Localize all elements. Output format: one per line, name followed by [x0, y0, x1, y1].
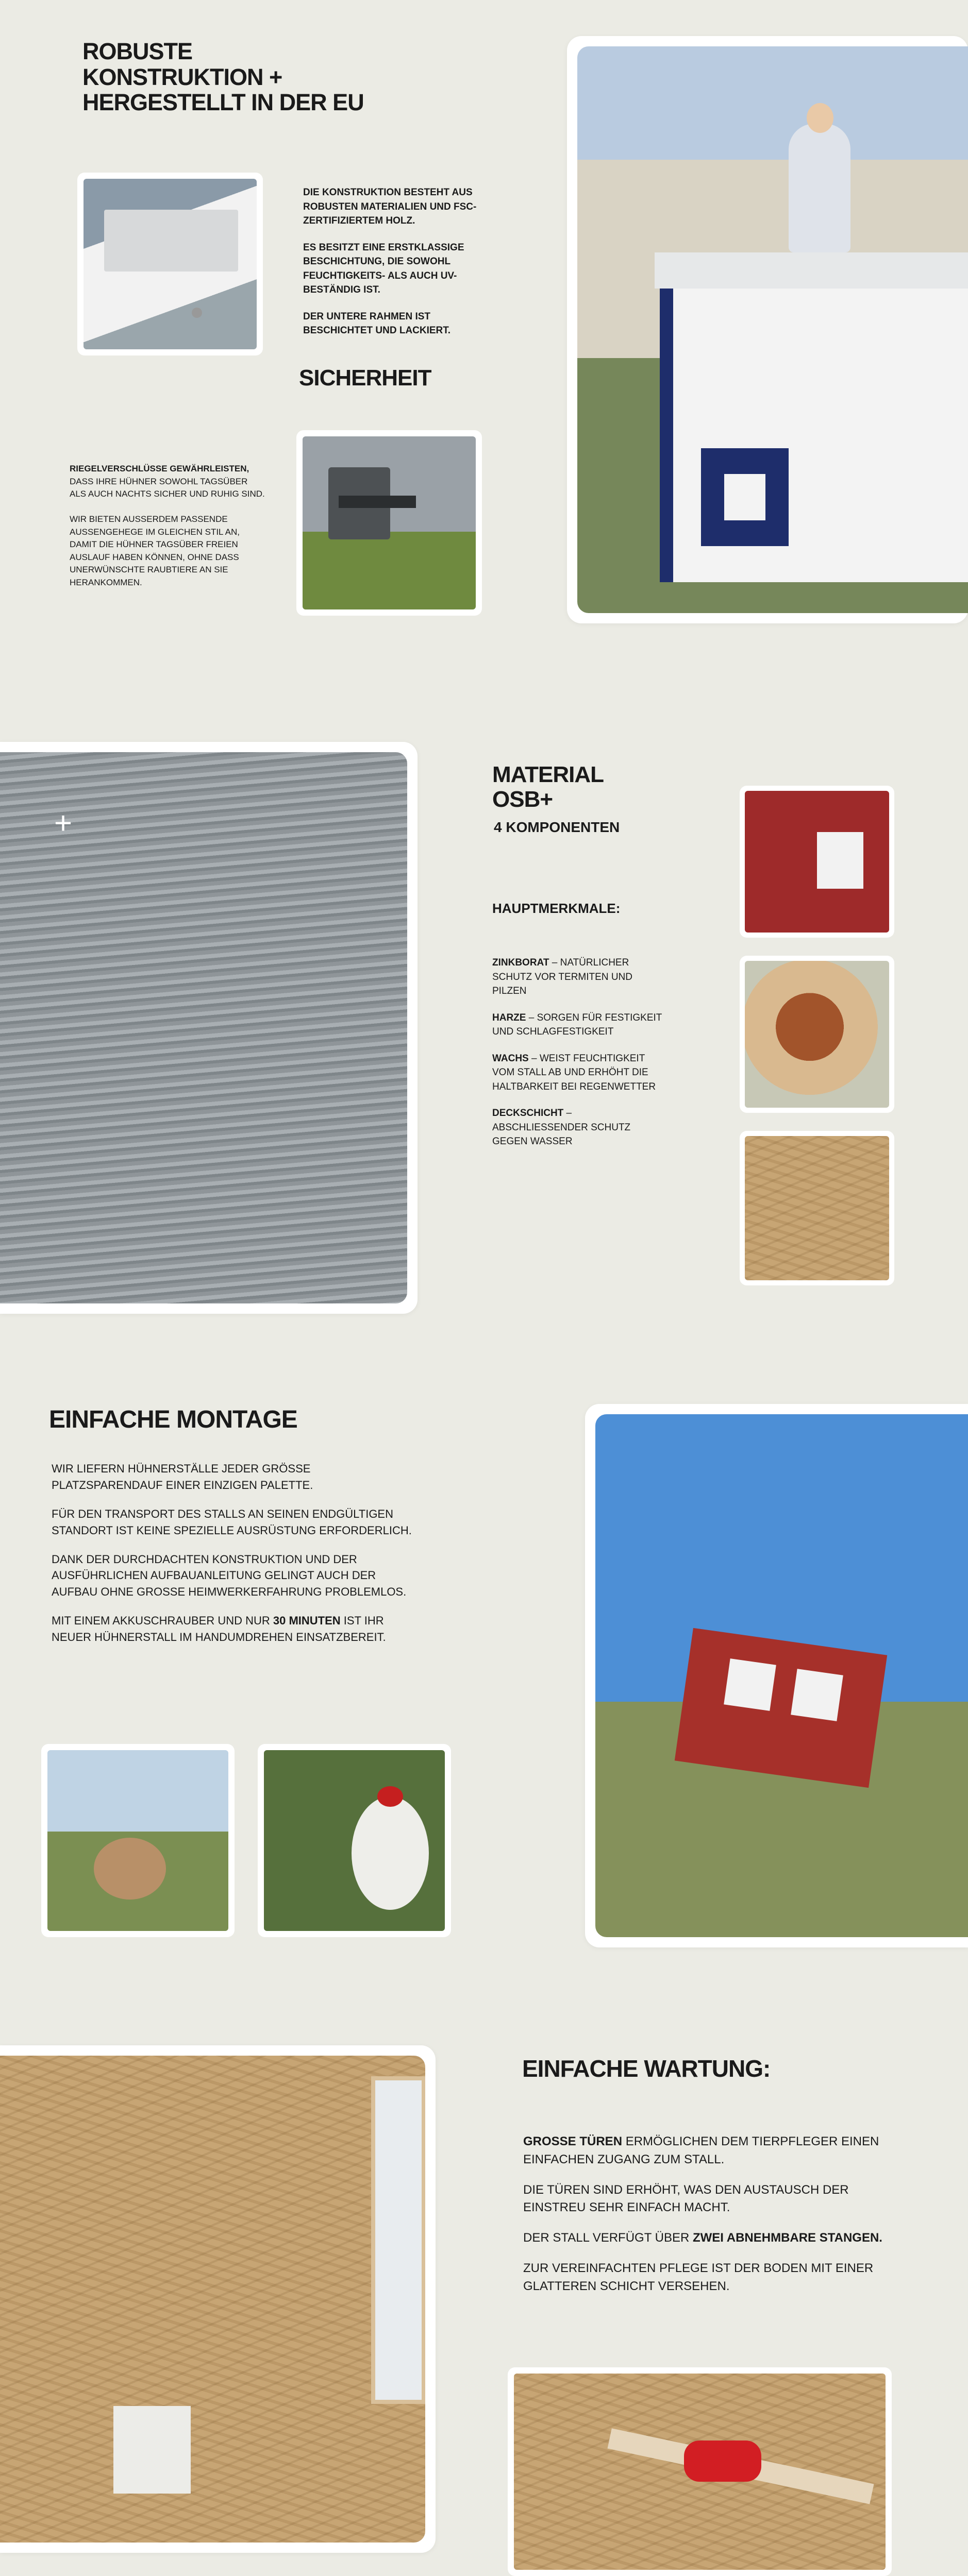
maintenance-paragraph	[523, 2133, 884, 2169]
assembly-photo-2	[264, 1750, 445, 1931]
title-line: OSB+	[492, 787, 553, 812]
latch-photo	[303, 436, 476, 609]
assembly-paragraph: DANK DER DURCHDACHTEN KONSTRUKTION UND DER AUSFÜHRLICHEN AUFBAUANLEITUNG GELINGT AUCH DER AUFBAU OHNE GROSSE HEIMWERKERFAHRUNG PROBLEMLOS.	[52, 1552, 407, 1599]
material-title	[492, 762, 604, 812]
material-photo-3-frame	[740, 1131, 894, 1285]
assembly-hero-photo	[595, 1414, 968, 1937]
feature-item	[492, 1011, 667, 1039]
interior-door	[113, 2406, 191, 2494]
coop-window-1	[724, 1658, 776, 1711]
assembly-span: IST IHR NEUER HÜHNERSTALL IM HANDUMDREHEN EINSATZBEREIT.	[52, 1614, 386, 1644]
assembly-photo-1-frame	[41, 1744, 235, 1937]
latch-photo-frame	[296, 430, 482, 616]
plus-icon: +	[54, 806, 73, 840]
assembly-photo-1	[47, 1750, 228, 1931]
feature-item	[492, 1052, 667, 1094]
material-subtitle: 4 KOMPONENTEN	[494, 819, 620, 835]
maintenance-bold: GROSSE TÜREN	[523, 2134, 623, 2148]
maintenance-paragraph: DIE TÜREN SIND ERHÖHT, WAS DEN AUSTAUSCH DER EINSTREU SEHR EINFACH MACHT.	[523, 2182, 849, 2215]
feature-text: – WEIST FEUCHTIGKEIT VOM STALL AB UND ERHÖHT DIE HALTBARKEIT BEI REGENWETTER	[492, 1053, 656, 1092]
title-line: ROBUSTE	[82, 38, 193, 64]
assembly-paragraph	[52, 1613, 412, 1646]
construction-title	[82, 39, 364, 115]
osb-texture-photo	[0, 752, 407, 1303]
person-figure	[789, 124, 850, 252]
maintenance-title: EINFACHE WARTUNG:	[522, 2055, 771, 2082]
assembly-title: EINFACHE MONTAGE	[49, 1406, 297, 1433]
interior-card	[0, 2045, 436, 2553]
feature-text: – SORGEN FÜR FESTIGKEIT UND SCHLAGFESTIGKEIT	[492, 1012, 662, 1038]
feature-bold: HARZE	[492, 1012, 526, 1023]
latch-bar	[339, 496, 416, 508]
interior-photo	[0, 2056, 425, 2543]
coop-opening	[817, 832, 863, 889]
coop-roof-photo-frame	[77, 173, 263, 355]
perch-photo-frame	[508, 2367, 892, 2576]
title-line: MATERIAL	[492, 762, 604, 787]
construction-paragraph: DIE KONSTRUKTION BESTEHT AUS ROBUSTEN MATERIALIEN UND FSC-ZERTIFIZIERTEM HOLZ.	[303, 187, 477, 227]
maintenance-paragraph: ZUR VEREINFACHTEN PFLEGE IST DER BODEN MIT EINER GLATTEREN SCHICHT VERSEHEN.	[523, 2261, 874, 2293]
assembly-paragraph: WIR LIEFERN HÜHNERSTÄLLE JEDER GRÖSSE PLATZSPARENDAUF EINER EINZIGEN PALETTE.	[52, 1462, 313, 1492]
assembly-paragraph: FÜR DEN TRANSPORT DES STALLS AN SEINEN ENDGÜLTIGEN STANDORT IST KEINE SPEZIELLE AUSRÜSTUNG ERFORDERLICH.	[52, 1507, 412, 1537]
coop-door-window	[724, 474, 765, 520]
maintenance-span: ERMÖGLICHEN DEM TIERPFLEGER EINEN EINFACHEN ZUGANG ZUM STALL.	[523, 2134, 879, 2166]
feature-bold: WACHS	[492, 1053, 529, 1064]
assembly-text	[52, 1461, 412, 1658]
chicken-shape	[94, 1838, 166, 1900]
feature-bold: DECKSCHICHT	[492, 1108, 564, 1119]
material-photo-1-frame	[740, 786, 894, 938]
glove-shape	[684, 2441, 761, 2482]
assembly-bold: 30 MINUTEN	[273, 1614, 341, 1628]
construction-paragraph: ES BESITZT EINE ERSTKLASSIGE BESCHICHTUNG, DIE SOWOHL FEUCHTIGKEITS- ALS AUCH UV-BESTÄNDIG IST.	[303, 242, 464, 296]
maintenance-text	[523, 2133, 884, 2308]
security-title: SICHERHEIT	[299, 365, 431, 391]
material-photo-3	[745, 1136, 889, 1280]
maintenance-bold: ZWEI ABNEHMBARE STANGEN.	[692, 2231, 882, 2245]
person-head	[807, 103, 833, 133]
comb-shape	[377, 1786, 403, 1807]
construction-text	[303, 185, 499, 350]
roof-panel	[104, 210, 238, 272]
osb-texture-card	[0, 742, 418, 1314]
perch-photo	[514, 2374, 886, 2570]
security-paragraph	[70, 463, 265, 501]
maintenance-paragraph	[523, 2229, 884, 2247]
security-paragraph: WIR BIETEN AUSSERDEM PASSENDE AUSSENGEHEGE IM GLEICHEN STIL AN, DAMIT DIE HÜHNER TAGSÜBER FREIEN AUSLAUF HABEN KÖNNEN, OHNE DASS UNERWÜNSCHTE RAUBTIERE AN SIE HERANKOMMEN.	[70, 514, 240, 588]
coop-roof-photo	[84, 179, 257, 349]
construction-paragraph: DER UNTERE RAHMEN IST BESCHICHTET UND LACKIERT.	[303, 311, 451, 336]
red-coop-shape	[675, 1628, 887, 1788]
security-span: DASS IHRE HÜHNER SOWOHL TAGSÜBER ALS AUCH NACHTS SICHER UND RUHIG SIND.	[70, 476, 265, 499]
coop-window-2	[791, 1669, 843, 1721]
assembly-span: MIT EINEM AKKUSCHRAUBER UND NUR	[52, 1614, 273, 1628]
material-photo-1	[745, 791, 889, 933]
maintenance-span: DER STALL VERFÜGT ÜBER	[523, 2231, 693, 2245]
interior-window	[371, 2076, 425, 2404]
assembly-photo-2-frame	[258, 1744, 451, 1937]
feature-text: – ABSCHLIESSENDER SCHUTZ GEGEN WASSER	[492, 1108, 631, 1147]
material-photo-2-frame	[740, 956, 894, 1113]
feature-bold: ZINKBORAT	[492, 957, 549, 968]
title-line: HERGESTELLT IN DER EU	[82, 89, 364, 115]
feature-item	[492, 1106, 667, 1149]
coop-roof	[655, 252, 968, 289]
features-title: HAUPTMERKMALE:	[492, 901, 621, 916]
features-list	[492, 956, 667, 1161]
security-bold: RIEGELVERSCHLÜSSE GEWÄHRLEISTEN,	[70, 464, 249, 473]
title-line: KONSTRUKTION +	[82, 63, 282, 90]
coop-hero-card	[567, 36, 968, 623]
assembly-hero-card	[585, 1404, 968, 1947]
roof-screw	[192, 308, 202, 318]
feature-text: – NATÜRLICHER SCHUTZ VOR TERMITEN UND PILZEN	[492, 957, 632, 997]
coop-hero-photo	[577, 46, 968, 613]
material-photo-2	[745, 961, 889, 1108]
security-text	[70, 463, 265, 602]
white-chicken-shape	[352, 1797, 429, 1910]
feature-item	[492, 956, 667, 998]
